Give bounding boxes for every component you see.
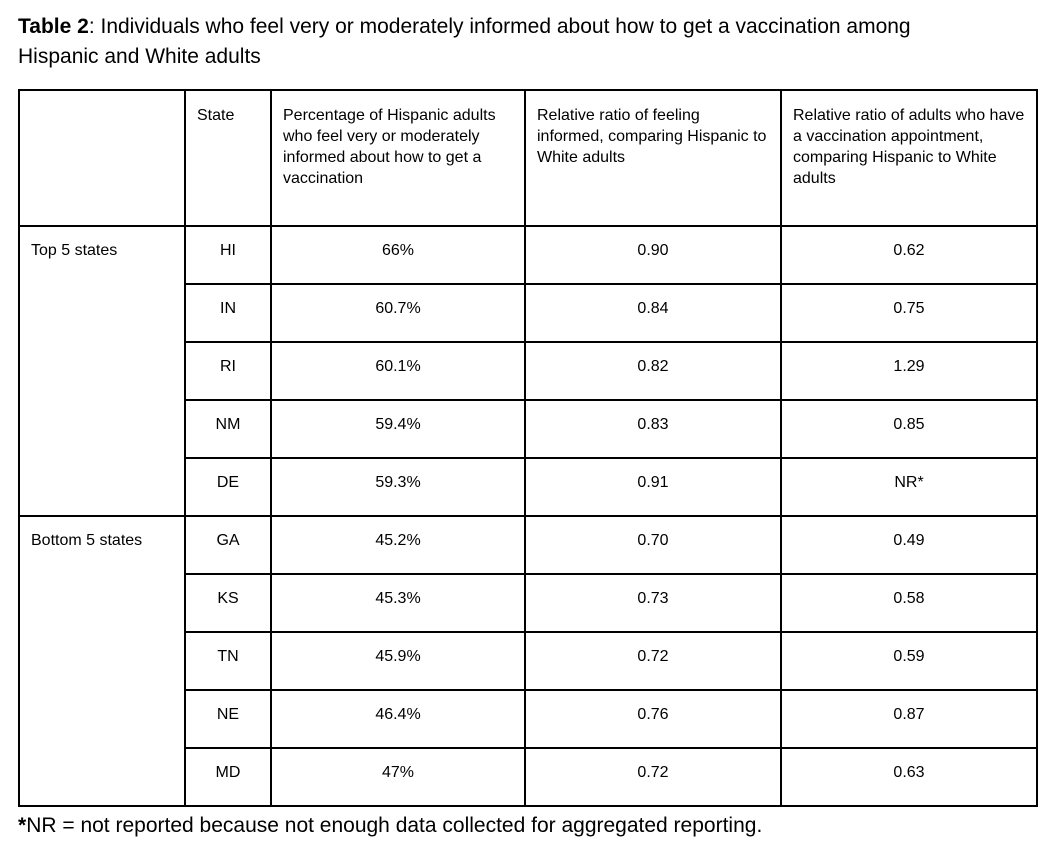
cell-state: NE bbox=[185, 690, 271, 748]
cell-ratio-appointment: 0.85 bbox=[781, 400, 1037, 458]
cell-percentage: 45.2% bbox=[271, 516, 525, 574]
group-label-top5: Top 5 states bbox=[19, 226, 185, 516]
cell-state: KS bbox=[185, 574, 271, 632]
cell-ratio-appointment: 0.63 bbox=[781, 748, 1037, 806]
header-row bbox=[19, 90, 1037, 226]
cell-ratio-informed: 0.73 bbox=[525, 574, 781, 632]
cell-percentage: 59.3% bbox=[271, 458, 525, 516]
cell-state: HI bbox=[185, 226, 271, 284]
cell-ratio-appointment: 0.87 bbox=[781, 690, 1037, 748]
cell-ratio-informed: 0.70 bbox=[525, 516, 781, 574]
header-ratio-informed: Relative ratio of feeling informed, comparing Hispanic to White adults bbox=[525, 90, 781, 226]
cell-percentage: 45.9% bbox=[271, 632, 525, 690]
table-title-number: Table 2 bbox=[18, 15, 89, 38]
table-row-ga bbox=[19, 516, 1037, 574]
informed-vaccination-table bbox=[18, 89, 1038, 807]
cell-ratio-appointment: NR* bbox=[781, 458, 1037, 516]
cell-ratio-appointment: 0.49 bbox=[781, 516, 1037, 574]
cell-state: GA bbox=[185, 516, 271, 574]
cell-ratio-informed: 0.91 bbox=[525, 458, 781, 516]
cell-percentage: 60.7% bbox=[271, 284, 525, 342]
cell-state: NM bbox=[185, 400, 271, 458]
table-title bbox=[18, 12, 973, 73]
cell-state: RI bbox=[185, 342, 271, 400]
cell-ratio-informed: 0.82 bbox=[525, 342, 781, 400]
footnote-text: NR = not reported because not enough data collected for aggregated reporting. bbox=[26, 813, 763, 837]
cell-ratio-appointment: 0.59 bbox=[781, 632, 1037, 690]
cell-percentage: 45.3% bbox=[271, 574, 525, 632]
cell-ratio-appointment: 0.58 bbox=[781, 574, 1037, 632]
group-label-bottom5: Bottom 5 states bbox=[19, 516, 185, 806]
cell-ratio-informed: 0.72 bbox=[525, 632, 781, 690]
cell-ratio-appointment: 0.62 bbox=[781, 226, 1037, 284]
cell-ratio-informed: 0.72 bbox=[525, 748, 781, 806]
cell-state: DE bbox=[185, 458, 271, 516]
header-group bbox=[19, 90, 185, 226]
cell-percentage: 47% bbox=[271, 748, 525, 806]
table-title-text: : Individuals who feel very or moderately informed about how to get a vaccination among Hispanic and White adults bbox=[18, 15, 911, 69]
cell-state: TN bbox=[185, 632, 271, 690]
cell-ratio-informed: 0.83 bbox=[525, 400, 781, 458]
header-percentage-informed: Percentage of Hispanic adults who feel very or moderately informed about how to get a vaccination bbox=[271, 90, 525, 226]
cell-percentage: 66% bbox=[271, 226, 525, 284]
cell-ratio-informed: 0.84 bbox=[525, 284, 781, 342]
cell-percentage: 46.4% bbox=[271, 690, 525, 748]
cell-state: IN bbox=[185, 284, 271, 342]
cell-percentage: 59.4% bbox=[271, 400, 525, 458]
cell-state: MD bbox=[185, 748, 271, 806]
cell-ratio-informed: 0.76 bbox=[525, 690, 781, 748]
cell-percentage: 60.1% bbox=[271, 342, 525, 400]
table-footnote bbox=[18, 812, 1045, 839]
header-state: State bbox=[185, 90, 271, 226]
header-ratio-appointment: Relative ratio of adults who have a vaccination appointment, comparing Hispanic to White adults bbox=[781, 90, 1037, 226]
footnote-asterisk: * bbox=[18, 813, 27, 837]
cell-ratio-appointment: 1.29 bbox=[781, 342, 1037, 400]
cell-ratio-informed: 0.90 bbox=[525, 226, 781, 284]
table-row-hi bbox=[19, 226, 1037, 284]
cell-ratio-appointment: 0.75 bbox=[781, 284, 1037, 342]
